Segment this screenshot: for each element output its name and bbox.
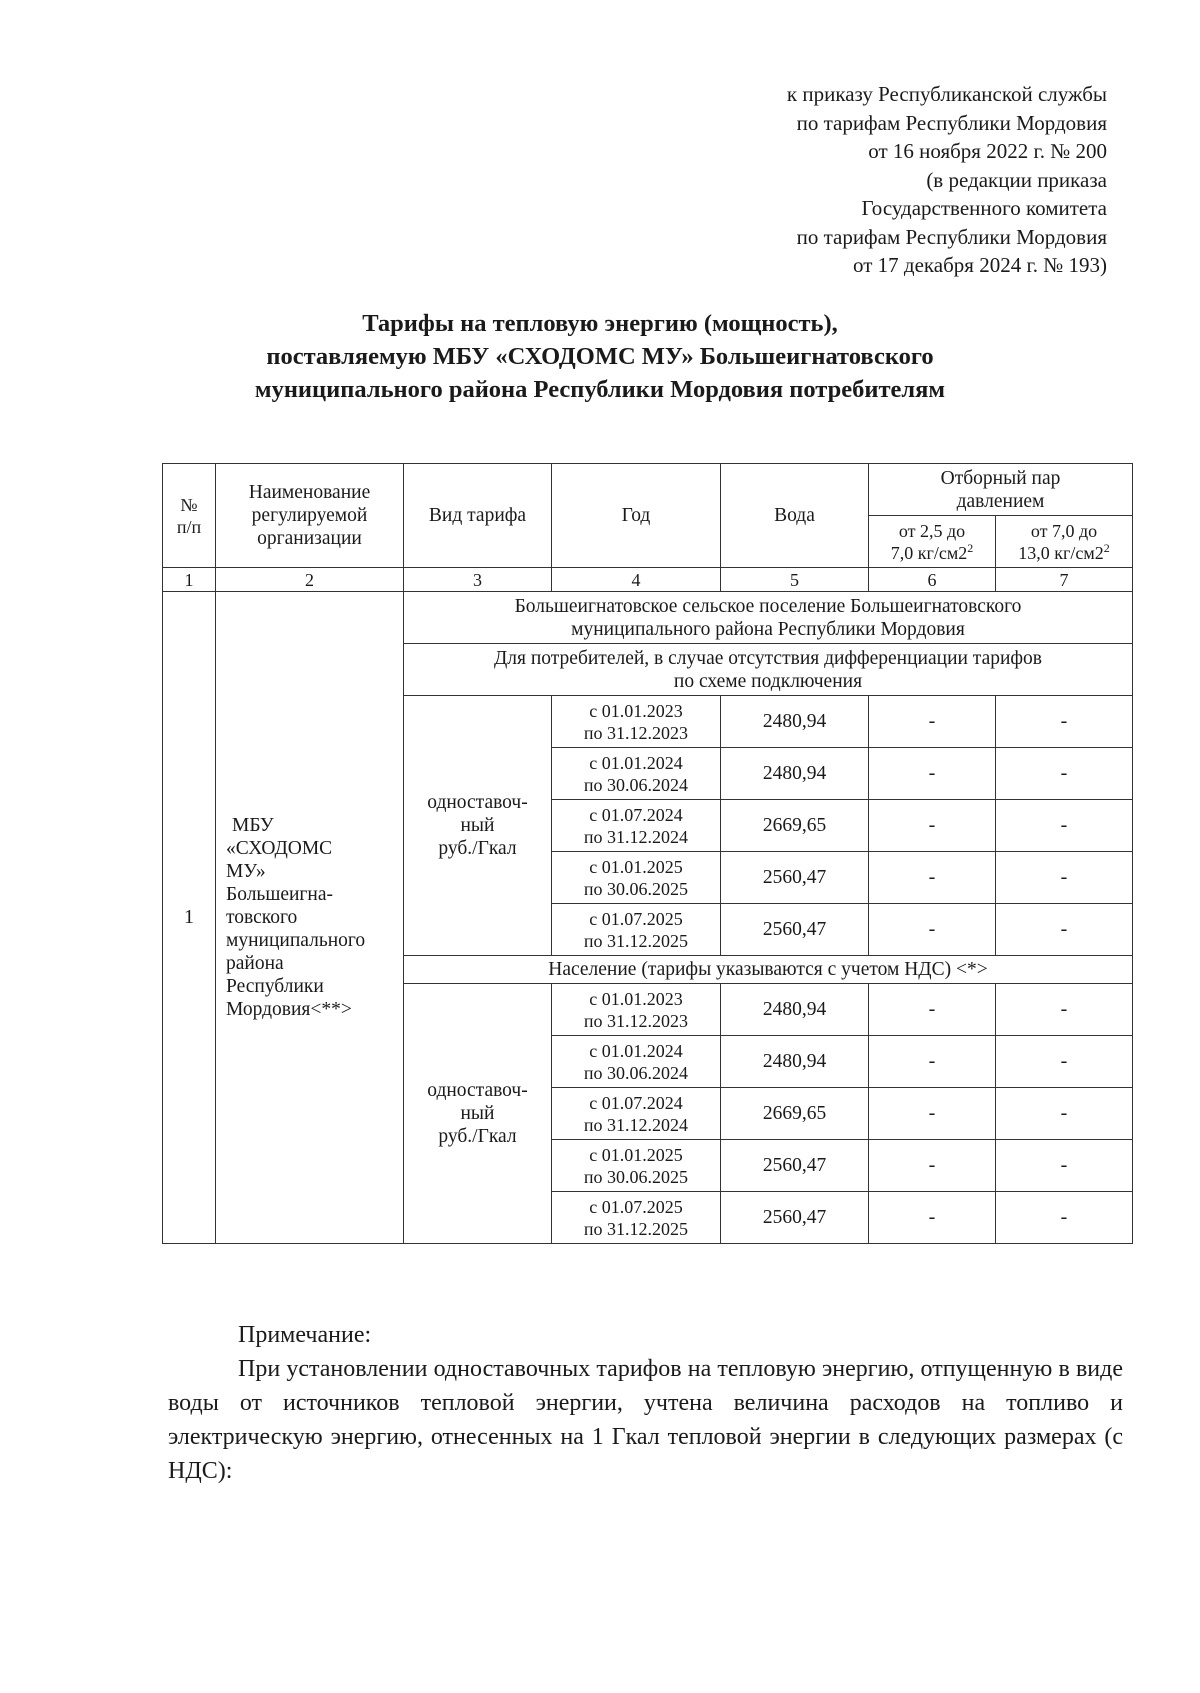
group1-label: Для потребителей, в случае отсутствия дифференциации тарифов по схеме подключения [404,644,1133,696]
steam-high-tariff: - [996,800,1133,852]
order-reference-line: от 16 ноября 2022 г. № 200 [868,139,1107,163]
steam-low-tariff: - [869,1192,996,1244]
water-tariff: 2560,47 [721,1192,869,1244]
header-steam-low: от 2,5 до 7,0 $кг/см2^2$ [869,516,996,568]
period-cell: с 01.01.2025 по 30.06.2025 [552,1140,721,1192]
steam-high-tariff: - [996,1088,1133,1140]
order-reference-line: (в редакции приказа [926,167,1107,192]
column-number: 6 [869,568,996,592]
period-cell: с 01.01.2024 по 30.06.2024 [552,1036,721,1088]
steam-high-tariff: - [996,1140,1133,1192]
steam-low-tariff: - [869,800,996,852]
steam-low-tariff: - [869,1036,996,1088]
header-water: Вода [721,464,869,568]
column-number: 3 [404,568,552,592]
header-year: Год [552,464,721,568]
steam-high-tariff: - [996,904,1133,956]
water-tariff: 2480,94 [721,748,869,800]
water-tariff: 2560,47 [721,904,869,956]
note-section [168,1318,1123,1488]
water-tariff: 2480,94 [721,1036,869,1088]
header-tariff-type: Вид тарифа [404,464,552,568]
water-tariff: 2560,47 [721,852,869,904]
row-number: 1 [163,592,216,1244]
column-number: 1 [163,568,216,592]
steam-high-tariff: - [996,1192,1133,1244]
period-cell: с 01.01.2023 по 31.12.2023 [552,696,721,748]
water-tariff: 2480,94 [721,984,869,1036]
settlement-header: Большеигнатовское сельское поселение Большеигнатовского муниципального района Республики Мордовия [404,592,1133,644]
column-number: 5 [721,568,869,592]
period-cell: с 01.01.2023 по 31.12.2023 [552,984,721,1036]
steam-low-tariff: - [869,1088,996,1140]
group2-label: Население (тарифы указываются с учетом НДС) <*> [404,956,1133,984]
steam-low-tariff: - [869,852,996,904]
period-cell: с 01.07.2025 по 31.12.2025 [552,1192,721,1244]
steam-high-tariff: - [996,1036,1133,1088]
steam-low-tariff: - [869,1140,996,1192]
period-cell: с 01.01.2024 по 30.06.2024 [552,748,721,800]
column-number: 4 [552,568,721,592]
group1-tariff-type: одноставоч- ный руб./Гкал [404,696,552,956]
order-reference-line: к приказу Республиканской службы [786,82,1107,106]
order-reference [587,80,1107,280]
steam-high-tariff: - [996,984,1133,1036]
steam-low-tariff: - [869,696,996,748]
water-tariff: 2480,94 [721,696,869,748]
header-organization: Наименование регулируемой организации [216,464,404,568]
title-line: поставляемую МБУ «СХОДОМС МУ» Большеигнатовского [266,343,934,370]
column-number: 2 [216,568,404,592]
title-line: Тарифы на тепловую энергию (мощность), [362,310,838,337]
tariff-table [162,463,1133,1244]
title-line: муниципального района Республики Мордовия потребителям [254,376,946,403]
period-cell: с 01.01.2025 по 30.06.2025 [552,852,721,904]
steam-low-tariff: - [869,748,996,800]
order-reference-line: по тарифам Республики Мордовия [796,110,1107,135]
order-reference-line: от 17 декабря 2024 г. № 193) [853,253,1107,277]
header-steam: Отборный пар давлением [869,464,1133,516]
water-tariff: 2669,65 [721,800,869,852]
document-title [100,307,1100,406]
steam-high-tariff: - [996,696,1133,748]
period-cell: с 01.07.2025 по 31.12.2025 [552,904,721,956]
water-tariff: 2560,47 [721,1140,869,1192]
steam-low-tariff: - [869,904,996,956]
column-numbers-row [163,568,1133,592]
period-cell: с 01.07.2024 по 31.12.2024 [552,1088,721,1140]
steam-high-tariff: - [996,852,1133,904]
note-title: Примечание: [238,1322,372,1348]
note-text: При установлении одноставочных тарифов на тепловую энергию, отпущенную в виде воды от источников тепловой энергии, учтена величина расходов на топливо и электрическую энергию, отнесенных на 1 Гкал тепловой энергии в следующих размерах (с НДС): [168,1356,1123,1484]
steam-high-tariff: - [996,748,1133,800]
period-cell: с 01.07.2024 по 31.12.2024 [552,800,721,852]
header-steam-high: от 7,0 до 13,0 $кг/см2^2$ [996,516,1133,568]
order-reference-line: Государственного комитета [861,196,1107,220]
organization-name: МБУ «СХОДОМС МУ» Большеигна- товского муниципального района Республики Мордовия<**> [216,592,404,1244]
water-tariff: 2669,65 [721,1088,869,1140]
order-reference-line: по тарифам Республики Мордовия [796,224,1107,249]
steam-low-tariff: - [869,984,996,1036]
group2-tariff-type: одноставоч- ный руб./Гкал [404,984,552,1244]
header-number: № п/п [163,464,216,568]
column-number: 7 [996,568,1133,592]
